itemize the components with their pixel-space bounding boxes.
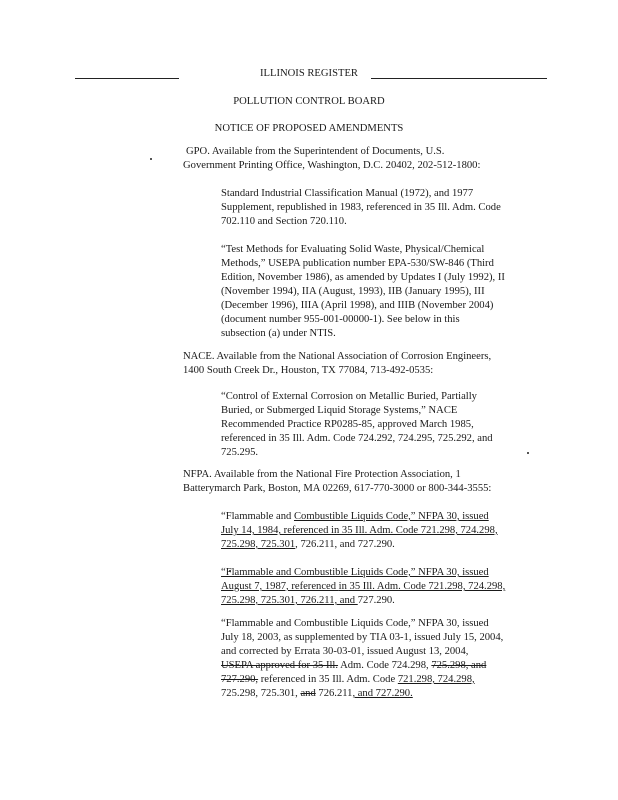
text-plain: referenced in 35 Ill. Adm. Code [258, 674, 398, 685]
nfpa-1984-reference [221, 510, 498, 552]
nfpa-2003-line: “Flammable and Combustible Liquids Code,” NFPA 30, issued [221, 618, 489, 629]
text-deleted: and [300, 688, 316, 699]
text-plain: 725.298, 725.301, [221, 688, 301, 699]
nace-doc-line: 725.295. [221, 447, 259, 458]
nace-doc-line: referenced in 35 Ill. Adm. Code 724.292, 724.295, 725.292, and [221, 433, 493, 444]
nfpa-1987-line: “Flammable and Combustible Liquids Code,” NFPA 30, issued [221, 567, 489, 578]
sic-reference [221, 187, 501, 229]
test-methods-line: (November 1994), IIA (August, 1993), IIB (January 1995), III [221, 286, 485, 297]
test-methods-line: Edition, November 1986), as amended by Updates I (July 1992), II [221, 272, 505, 283]
nfpa-1984-line [221, 510, 498, 524]
nfpa-1984-line [221, 524, 498, 538]
nace-doc-line: “Control of External Corrosion on Metallic Buried, Partially [221, 391, 477, 402]
nfpa-2003-line [221, 673, 503, 687]
nace-paragraph [183, 350, 491, 378]
text-plain: , 726.211, and 727.290. [295, 539, 395, 550]
test-methods-line: (document number 955-001-00000-1). See below in this [221, 314, 460, 325]
text-inserted: 725.298, 725.301, 726.211, and [221, 595, 358, 606]
text-deleted: 727.290, [221, 674, 259, 685]
text-plain: 727.290. [357, 595, 395, 606]
text-inserted: Combustible Liquids Code,” NFPA 30, issued [293, 511, 489, 522]
test-methods-line: subsection (a) under NTIS. [221, 328, 336, 339]
gpo-line: Government Printing Office, Washington, D.C. 20402, 202-512-1800: [183, 160, 481, 171]
test-methods-reference [221, 243, 505, 341]
nace-line: 1400 South Creek Dr., Houston, TX 77084, 713-492-0535: [183, 365, 434, 376]
nfpa-2003-line: and corrected by Errata 30-03-01, issued August 13, 2004, [221, 646, 469, 657]
nace-doc-line: Recommended Practice RP0285-85, approved March 1985, [221, 419, 474, 430]
test-methods-line: (December 1996), IIIA (April 1998), and IIIB (November 2004) [221, 300, 494, 311]
nfpa-2003-line: July 18, 2003, as supplemented by TIA 03-1, issued July 15, 2004, [221, 632, 504, 643]
nfpa-1987-line [221, 580, 505, 594]
text-inserted: in 35 Ill. Adm. Code 721.298, 724.298, [338, 581, 506, 592]
board-title: POLLUTION CONTROL BOARD [233, 96, 385, 107]
nfpa-line: Batterymarch Park, Boston, MA 02269, 617-770-3000 or 800-344-3555: [183, 483, 492, 494]
nfpa-1984-line [221, 538, 498, 552]
text-inserted: 721.298, 724.298, [397, 674, 475, 685]
test-methods-line: Methods,” USEPA publication number EPA-530/SW-846 (Third [221, 258, 494, 269]
nfpa-paragraph [183, 468, 491, 496]
text-inserted: 725.298, 725.301 [221, 539, 296, 550]
text-inserted: in 35 Ill. Adm. Code 721.298, 724.298, [331, 525, 498, 536]
text-plain: 726.211 [315, 688, 353, 699]
nfpa-line: NFPA. Available from the National Fire Protection Association, 1 [183, 469, 461, 480]
nace-doc-line: Buried, or Submerged Liquid Storage Systems,” NACE [221, 405, 458, 416]
text-deleted: USEPA approved for 35 Ill. [221, 660, 339, 671]
nfpa-1987-line [221, 594, 505, 608]
notice-title: NOTICE OF PROPOSED AMENDMENTS [214, 123, 404, 134]
test-methods-line: “Test Methods for Evaluating Solid Waste, Physical/Chemical [221, 244, 485, 255]
text-plain: Adm. Code 724.298, [338, 660, 432, 671]
text-inserted: , and 727.290. [352, 688, 413, 699]
text-inserted: July 14, 1984, referenced [221, 525, 332, 536]
sic-line: Standard Industrial Classification Manual (1972), and 1977 [221, 188, 474, 199]
nfpa-1987-reference [221, 566, 505, 608]
register-title: ILLINOIS REGISTER [260, 68, 358, 79]
scan-mark [150, 158, 152, 160]
text-plain: “Flammable and [221, 511, 294, 522]
gpo-line: GPO. Available from the Superintendent of Documents, U.S. [186, 146, 445, 157]
nace-line: NACE. Available from the National Association of Corrosion Engineers, [183, 351, 492, 362]
sic-line: Supplement, republished in 1983, referenced in 35 Ill. Adm. Code [221, 202, 501, 213]
text-inserted: August 7, 1987, referenced [221, 581, 339, 592]
sic-line: 702.110 and Section 720.110. [221, 216, 347, 227]
nfpa-2003-line [221, 659, 503, 673]
gpo-paragraph [183, 145, 481, 173]
nfpa-2003-reference [221, 617, 503, 701]
text-deleted: 725.298, and [431, 660, 487, 671]
nace-corrosion-reference [221, 390, 493, 460]
scan-mark [527, 452, 529, 454]
nfpa-2003-line [221, 687, 503, 701]
